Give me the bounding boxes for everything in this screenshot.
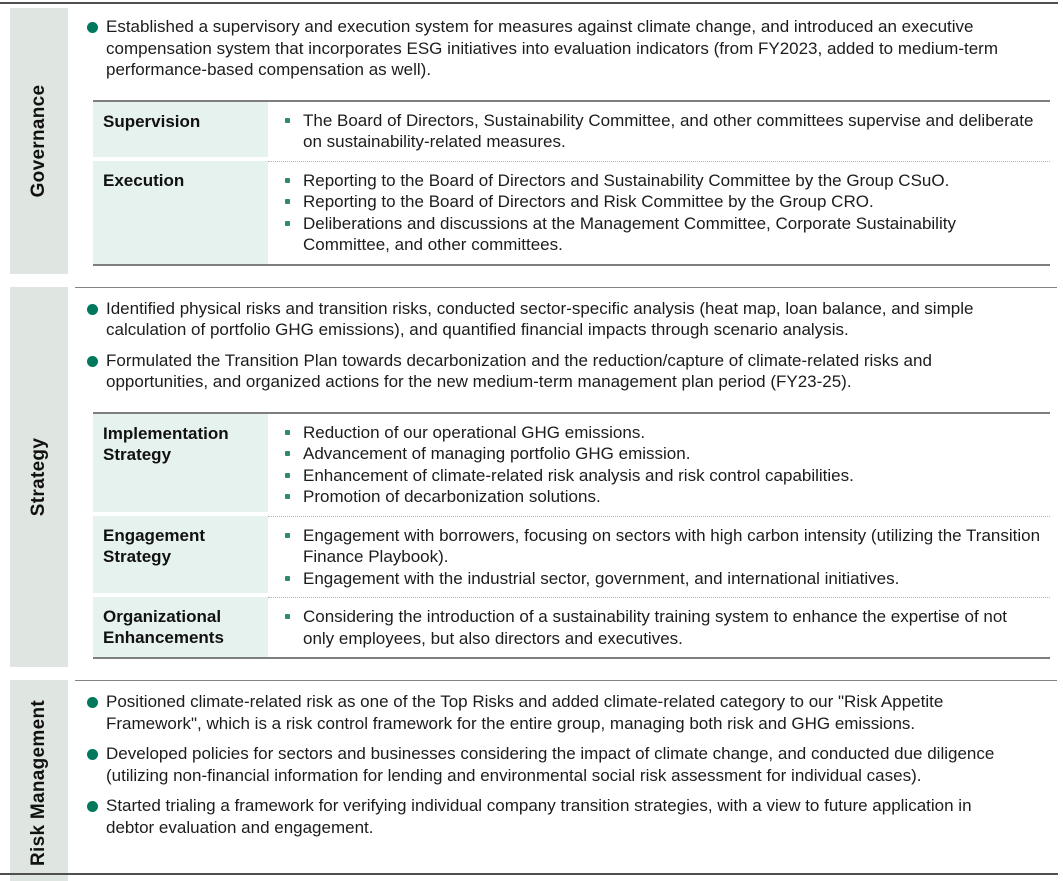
table-item-text: Reduction of our operational GHG emissions. [303,422,646,442]
bullet-item [75,795,1057,838]
top-divider [0,2,1058,4]
section-content-strategy [75,287,1057,668]
row-content [268,161,1050,264]
table-item-text: Advancement of managing portfolio GHG emission. [303,444,691,463]
square-bullet-icon [285,451,290,456]
table-item-text: Reporting to the Board of Directors and Risk Committee by the Group CRO. [303,192,874,211]
section-governance [10,8,1063,274]
table-item-text: Deliberations and discussions at the Management Committee, Corporate Sustainability Committee, and other committees. [303,213,956,254]
table-row [93,102,1050,161]
table-row [93,597,1050,657]
table-item-text: Considering the introduction of a sustainability training system to enhance the expertise of not only employees, but also directors and executives. [303,607,1008,648]
square-bullet-icon [285,199,290,204]
table-row [93,516,1050,598]
row-content [268,414,1050,516]
table-item [283,110,1042,153]
bullet-item [75,16,1057,81]
table-item-text: The Board of Directors, Sustainability Committee, and other committees supervise and deliberate on sustainability-related measures. [303,110,1034,151]
row-label: Supervision [93,102,268,161]
square-bullet-icon [285,494,290,499]
section-content-risk-management [75,680,1057,881]
table-row [93,161,1050,264]
vertical-label: Governance [28,84,49,198]
bullet-icon [87,801,98,812]
table-item [283,465,1042,487]
square-bullet-icon [285,430,290,435]
row-label: Implementation Strategy [93,414,268,516]
strategy-table [93,412,1050,660]
bullet-text: Identified physical risks and transition risks, conducted sector-specific analysis (heat map, loan balance, and simple calculation of portfolio GHG emissions), and quantified financial impacts through scenario analysis. [106,298,974,339]
bullet-item [75,298,1057,341]
bullet-text: Developed policies for sectors and businesses considering the impact of climate change, and conducted due diligence (utilizing non-financial information for lending and environmental social risk assessment for individual cases). [106,744,995,785]
section-label-governance [10,8,68,274]
bullet-item [75,691,1057,734]
section-label-risk-management [10,680,68,881]
square-bullet-icon [285,533,290,538]
bullet-text: Positioned climate-related risk as one of the Top Risks and added climate-related category to our "Risk Appetite Framework", which is a risk control framework for the entire group, managing both risk and GHG emissions. [106,692,944,733]
bullet-text: Established a supervisory and execution system for measures against climate change, and introduced an executive compensation system that incorporates ESG initiatives into evaluation indicators (from FY2023, added to medium-term performance-based compensation as well). [106,17,998,79]
table-item [283,213,1042,256]
bullet-item [75,743,1057,786]
table-item [283,170,1042,192]
bullet-icon [87,304,98,315]
bullet-icon [87,697,98,708]
sections-container [0,8,1063,881]
bullet-text: Formulated the Transition Plan towards decarbonization and the reduction/capture of climate-related risks and opportunities, and organized actions for the new medium-term management plan period (FY23-25). [106,350,932,391]
table-item [283,191,1042,213]
bottom-divider [0,873,1058,875]
row-content [268,597,1050,657]
square-bullet-icon [285,473,290,478]
vertical-label: Risk Management [28,699,49,867]
section-content-governance [75,8,1057,274]
row-label: Execution [93,161,268,264]
bullet-text: Started trialing a framework for verifying individual company transition strategies, with a view to future application in debtor evaluation and engagement. [106,796,972,837]
bullet-item [75,350,1057,393]
section-label-strategy [10,287,68,668]
section-risk-management [10,680,1063,881]
table-item [283,525,1042,568]
bullet-icon [87,749,98,760]
square-bullet-icon [285,118,290,123]
row-label: Engagement Strategy [93,516,268,598]
bullet-icon [87,356,98,367]
governance-table [93,100,1050,266]
table-item [283,443,1042,465]
table-item [283,422,1042,444]
row-content [268,102,1050,161]
table-item-text: Engagement with borrowers, focusing on sectors with high carbon intensity (utilizing the Transition Finance Playbook). [303,525,1041,566]
section-strategy [10,287,1063,668]
row-content [268,516,1050,598]
table-item-text: Engagement with the industrial sector, government, and international initiatives. [303,568,900,588]
table-item-text: Enhancement of climate-related risk analysis and risk control capabilities. [303,465,854,485]
square-bullet-icon [285,178,290,183]
table-item [283,568,1042,590]
square-bullet-icon [285,221,290,226]
table-item [283,486,1042,508]
row-label: Organizational Enhancements [93,597,268,657]
square-bullet-icon [285,614,290,619]
vertical-label: Strategy [28,437,49,516]
square-bullet-icon [285,576,290,581]
table-item-text: Promotion of decarbonization solutions. [303,487,601,506]
table-row [93,414,1050,516]
table-item [283,606,1042,649]
bullet-icon [87,22,98,33]
table-item-text: Reporting to the Board of Directors and Sustainability Committee by the Group CSuO. [303,170,950,190]
